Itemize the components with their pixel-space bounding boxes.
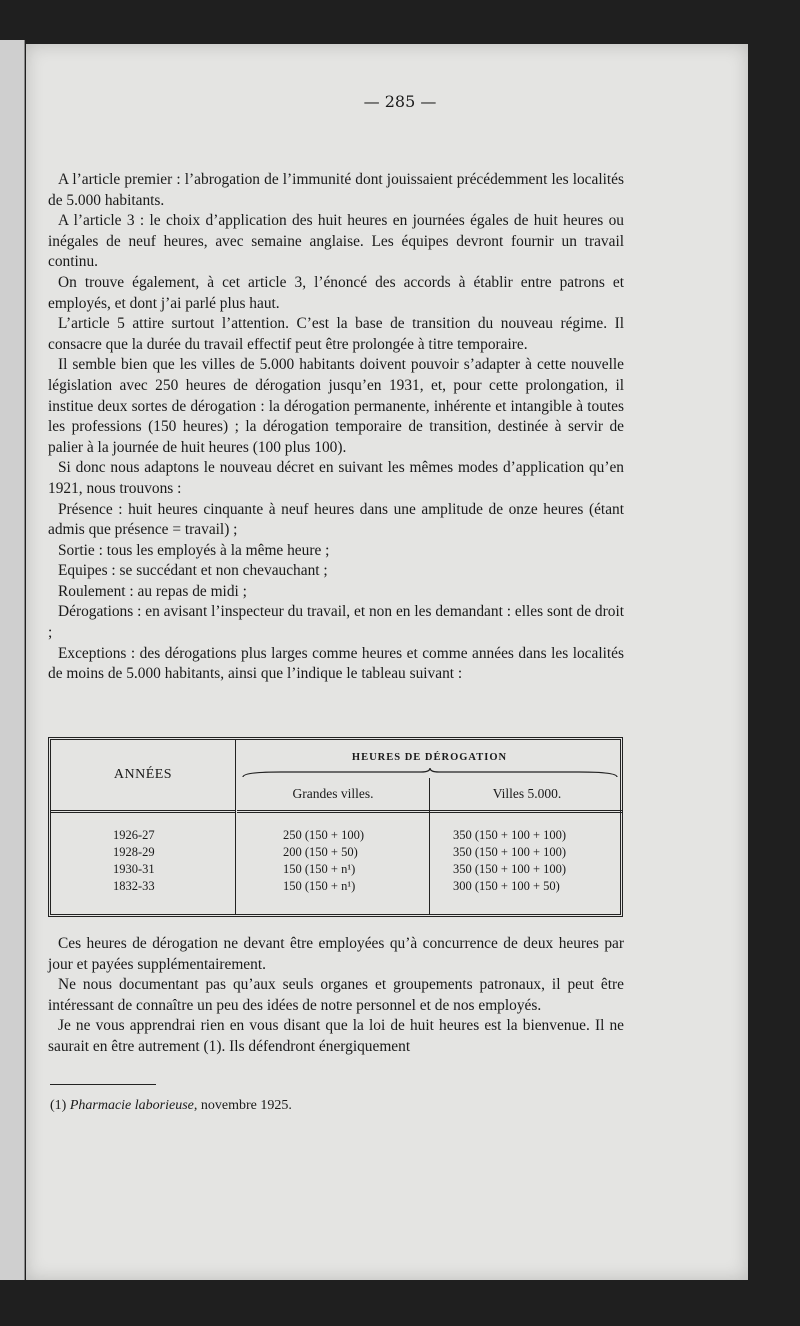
cell-grandes: 150 (150 + n¹): [283, 862, 356, 876]
paragraph: Présence : huit heures cinquante à neuf heures dans une amplitude de onze heures (étant admis que présence = travail) ;: [48, 500, 624, 539]
paragraph: Si donc nous adaptons le nouveau décret en suivant les mêmes modes d’application qu’en 1921, nous trouvons :: [48, 459, 624, 497]
paragraph: On trouve également, à cet article 3, l’énoncé des accords à établir entre patrons et employés, et dont j’ai parlé plus haut.: [48, 273, 624, 312]
cell-annee: 1926-27: [113, 828, 155, 842]
body-text-top: [48, 170, 624, 685]
derogation-table: [48, 737, 623, 917]
table-row: [51, 828, 623, 845]
cell-grandes: 150 (150 + n¹): [283, 879, 356, 893]
paragraph: Equipes : se succédant et non chevauchant ;: [58, 562, 328, 580]
paragraph: Exceptions : des dérogations plus larges comme heures et comme années dans les localités de moins de 5.000 habitants, ainsi que l’indique le tableau suivant :: [48, 644, 624, 683]
table-row: [51, 845, 623, 862]
table-divider: [51, 810, 235, 811]
cell-annee: 1928-29: [113, 845, 155, 859]
table-body: [51, 828, 623, 896]
footnote: [50, 1098, 292, 1114]
footnote-source: Pharmacie laborieuse: [69, 1098, 194, 1113]
paragraph: Sortie : tous les employés à la même heure ;: [58, 541, 330, 559]
col-header-heures: HEURES DE DÉROGATION: [351, 752, 508, 763]
paragraph: A l’article premier : l’abrogation de l’immunité dont jouissaient précédemment les localités de 5.000 habitants.: [48, 171, 624, 209]
table-divider: [51, 812, 235, 813]
facing-page-edge: [0, 40, 25, 1280]
table-row: [51, 879, 623, 896]
paragraph: A l’article 3 : le choix d’application des huit heures en journées égales de huit heures ou inégales de neuf heures, avec semaine anglaise. Les équipes devront fournir un travail continu.: [48, 212, 624, 271]
cell-annee: 1832-33: [113, 879, 155, 893]
paragraph: L’article 5 attire surtout l’attention. C’est la base de transition du nouveau régime. Il consacre que la durée du travail effectif peut être prolongée à titre temporaire.: [48, 315, 624, 353]
paragraph: Dérogations : en avisant l’inspecteur du travail, et non en les demandant : elles sont de droit ;: [48, 603, 624, 642]
paragraph: Je ne vous apprendrai rien en vous disant que la loi de huit heures est la bienvenue. Il ne saurait en être autrement (1). Ils défendront énergiquement: [48, 1017, 624, 1055]
table-row: [51, 862, 623, 879]
paragraph: Ces heures de dérogation ne devant être employées qu’à concurrence de deux heures par jour et payées supplémentairement.: [48, 935, 624, 973]
page-number: — 285 —: [363, 92, 437, 111]
cell-grandes: 250 (150 + 100): [283, 828, 364, 842]
body-text-bottom: [48, 934, 624, 1058]
cell-villes: 350 (150 + 100 + 100): [453, 845, 567, 859]
footnote-rest: , novembre 1925.: [193, 1098, 292, 1113]
cell-grandes: 200 (150 + 50): [283, 845, 358, 859]
col-header-villes-5000: Villes 5.000.: [492, 786, 562, 801]
cell-villes: 350 (150 + 100 + 100): [453, 862, 567, 876]
header-brace: [241, 768, 619, 778]
col-header-grandes-villes: Grandes villes.: [292, 786, 374, 801]
paragraph: Ne nous documentant pas qu’aux seuls organes et groupements patronaux, il peut être intéressant de connaître un peu des idées de notre personnel et de nos employés.: [48, 976, 624, 1014]
cell-villes: 350 (150 + 100 + 100): [453, 828, 567, 842]
col-header-annees: ANNÉES: [113, 767, 173, 782]
footnote-marker: (1): [50, 1098, 67, 1113]
paragraph: Roulement : au repas de midi ;: [58, 582, 247, 600]
footnote-rule: [50, 1084, 156, 1085]
table-divider: [237, 812, 623, 813]
paragraph: Il semble bien que les villes de 5.000 habitants doivent pouvoir s’adapter à cette nouvelle législation avec 250 heures de dérogation jusqu’en 1931, et, pour cette prolongation, il institue deux sortes de dérogation : la dérogation permanente, inhérente et intangible à toutes les professions (150 heures) ; la dérogation temporaire de transition, destinée à servir de palier à la journée de huit heures (100 plus 100).: [48, 356, 624, 456]
cell-villes: 300 (150 + 100 + 50): [453, 879, 560, 893]
cell-annee: 1930-31: [113, 862, 155, 876]
table-divider: [237, 810, 623, 811]
